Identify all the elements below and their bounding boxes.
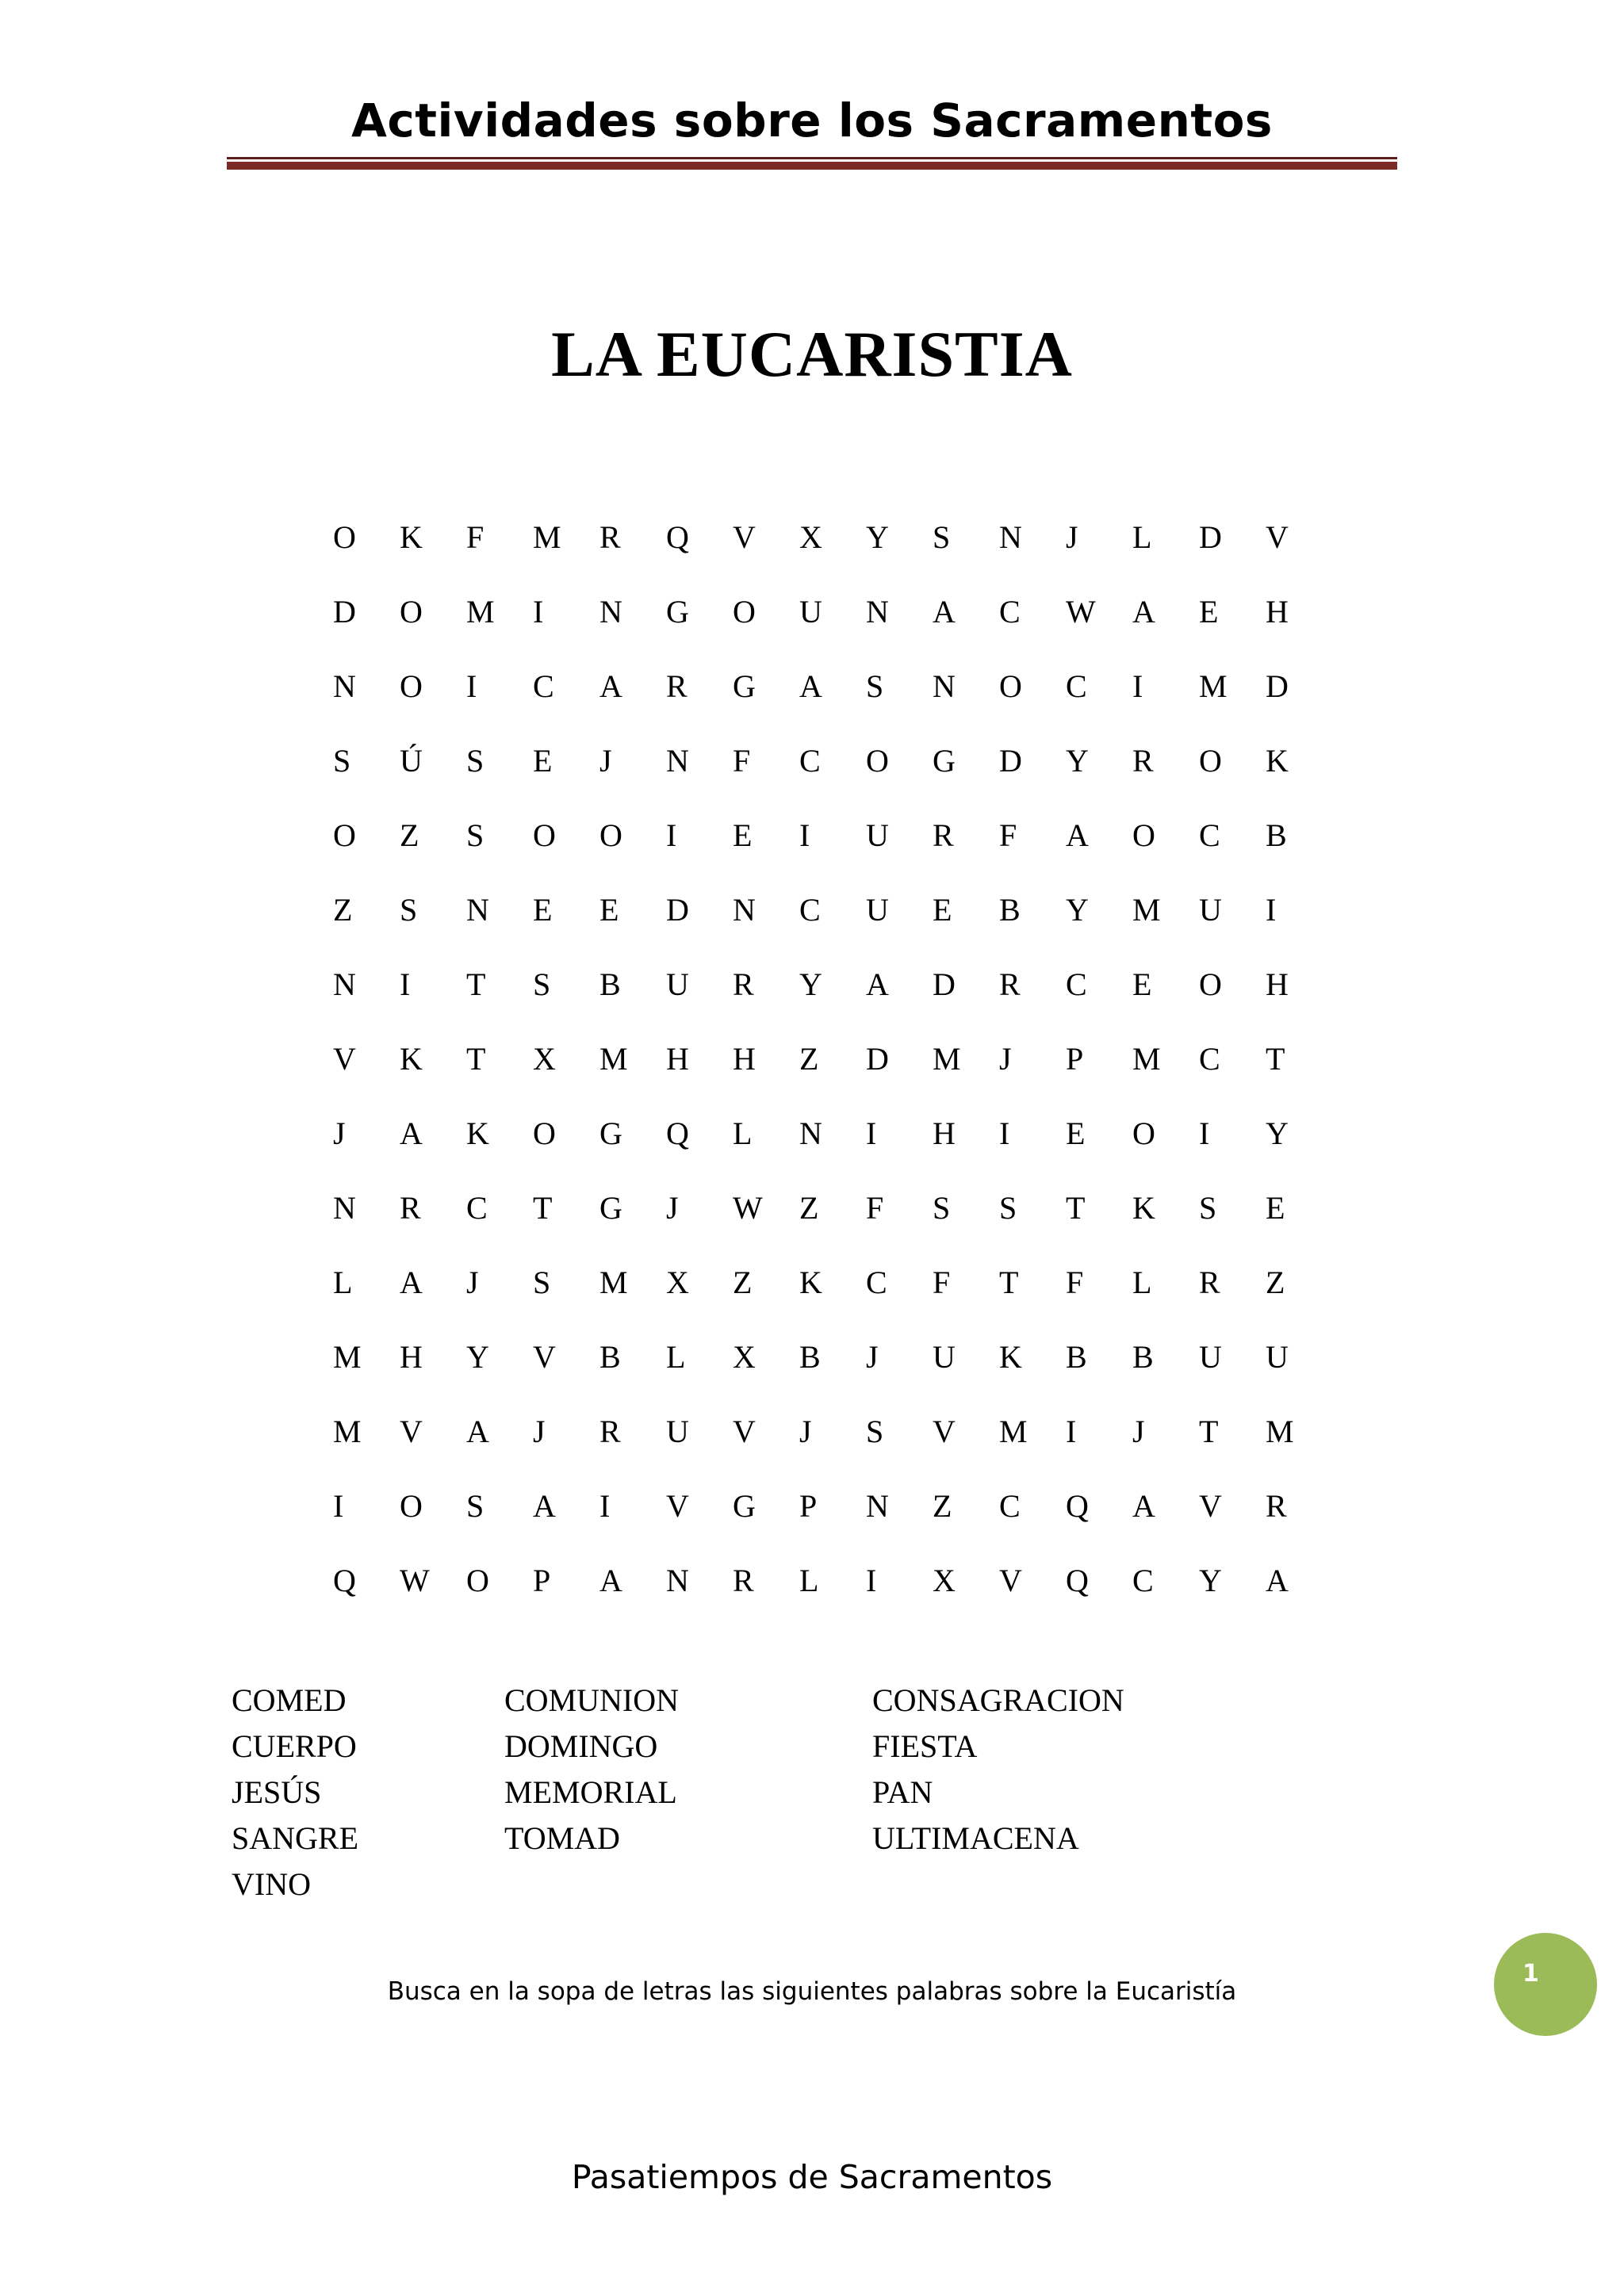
grid-letter: V — [400, 1413, 423, 1449]
grid-letter: I — [400, 966, 411, 1002]
grid-letter: Y — [466, 1338, 489, 1375]
grid-letter: Z — [799, 1040, 819, 1077]
word-list-item: JESÚS — [232, 1774, 322, 1810]
grid-letter: A — [599, 1562, 622, 1598]
grid-letter: S — [999, 1189, 1017, 1226]
grid-letter: N — [999, 519, 1022, 555]
grid-letter: G — [666, 593, 689, 629]
grid-letter: M — [533, 519, 561, 555]
grid-letter: R — [1132, 742, 1154, 779]
grid-letter: A — [533, 1487, 556, 1524]
grid-letter: T — [999, 1264, 1019, 1300]
grid-letter: N — [466, 891, 489, 928]
grid-letter: C — [799, 742, 821, 779]
grid-letter: E — [533, 891, 553, 928]
grid-letter: Q — [1066, 1562, 1089, 1598]
page-number-badge — [1494, 1933, 1597, 2036]
grid-letter: U — [866, 817, 889, 853]
grid-letter: M — [599, 1040, 628, 1077]
grid-letter: V — [733, 1413, 756, 1449]
page-title: LA EUCARISTIA — [551, 318, 1073, 390]
grid-letter: Y — [1066, 742, 1089, 779]
grid-row — [333, 872, 1332, 947]
grid-letter: O — [466, 1562, 489, 1598]
grid-letter: M — [333, 1413, 362, 1449]
grid-letter: B — [1066, 1338, 1087, 1375]
grid-letter: S — [866, 668, 884, 704]
grid-letter: L — [799, 1562, 819, 1598]
word-list-item: DOMINGO — [504, 1728, 658, 1764]
grid-letter: S — [466, 1487, 485, 1524]
grid-letter: T — [466, 1040, 486, 1077]
grid-letter: J — [1132, 1413, 1145, 1449]
grid-letter: F — [999, 817, 1017, 853]
grid-letter: M — [1199, 668, 1228, 704]
grid-letter: N — [866, 593, 889, 629]
grid-letter: S — [533, 966, 551, 1002]
grid-letter: Y — [1266, 1115, 1289, 1151]
grid-letter: R — [1199, 1264, 1220, 1300]
grid-letter: M — [933, 1040, 961, 1077]
grid-letter: D — [1199, 519, 1222, 555]
grid-letter: D — [866, 1040, 889, 1077]
grid-letter: Y — [1199, 1562, 1222, 1598]
grid-letter: J — [999, 1040, 1012, 1077]
grid-letter: B — [599, 966, 621, 1002]
grid-letter: E — [533, 742, 553, 779]
grid-letter: Q — [1066, 1487, 1089, 1524]
grid-letter: M — [1266, 1413, 1294, 1449]
grid-letter: B — [1132, 1338, 1154, 1375]
grid-letter: Z — [1266, 1264, 1285, 1300]
grid-letter: U — [1266, 1338, 1289, 1375]
grid-letter: J — [533, 1413, 546, 1449]
grid-letter: I — [666, 817, 677, 853]
grid-letter: U — [799, 593, 822, 629]
grid-letter: H — [1266, 966, 1289, 1002]
word-list-item: COMED — [232, 1682, 347, 1718]
grid-letter: Y — [866, 519, 889, 555]
word-list-item: CONSAGRACION — [872, 1682, 1124, 1718]
grid-letter: S — [866, 1413, 884, 1449]
grid-letter: M — [466, 593, 495, 629]
word-list-item: MEMORIAL — [504, 1774, 677, 1810]
grid-letter: O — [866, 742, 889, 779]
grid-letter: V — [1266, 519, 1289, 555]
grid-letter: C — [866, 1264, 887, 1300]
grid-letter: O — [1132, 1115, 1155, 1151]
grid-letter: D — [333, 593, 356, 629]
grid-letter: X — [533, 1040, 556, 1077]
grid-letter: R — [733, 966, 754, 1002]
grid-letter: S — [533, 1264, 551, 1300]
grid-letter: R — [1266, 1487, 1287, 1524]
grid-letter: P — [533, 1562, 551, 1598]
grid-letter: T — [1066, 1189, 1086, 1226]
grid-letter: X — [733, 1338, 756, 1375]
grid-letter: L — [333, 1264, 353, 1300]
grid-letter: Y — [1066, 891, 1089, 928]
grid-letter: I — [1266, 891, 1277, 928]
grid-letter: O — [1132, 817, 1155, 853]
grid-letter: B — [999, 891, 1021, 928]
grid-letter: I — [1066, 1413, 1077, 1449]
grid-letter: L — [666, 1338, 686, 1375]
grid-letter: T — [1266, 1040, 1285, 1077]
grid-letter: A — [1132, 1487, 1155, 1524]
grid-letter: R — [933, 817, 954, 853]
grid-letter: W — [1066, 593, 1096, 629]
grid-letter: A — [400, 1264, 423, 1300]
grid-letter: P — [1066, 1040, 1084, 1077]
grid-letter: G — [733, 1487, 756, 1524]
grid-letter: R — [400, 1189, 421, 1226]
word-list-item — [872, 1862, 1189, 1908]
grid-letter: O — [333, 519, 356, 555]
grid-letter: I — [799, 817, 810, 853]
grid-row — [333, 1394, 1332, 1468]
grid-letter: O — [999, 668, 1022, 704]
grid-letter: O — [333, 817, 356, 853]
grid-letter: C — [1066, 966, 1087, 1002]
grid-letter: F — [933, 1264, 951, 1300]
grid-letter: W — [733, 1189, 763, 1226]
grid-letter: I — [866, 1562, 877, 1598]
word-list-item: COMUNION — [504, 1682, 679, 1718]
grid-letter: K — [799, 1264, 822, 1300]
grid-row — [333, 1170, 1332, 1245]
grid-letter: H — [666, 1040, 689, 1077]
grid-letter: U — [666, 966, 689, 1002]
word-list-item: SANGRE — [232, 1820, 359, 1856]
grid-letter: K — [999, 1338, 1022, 1375]
grid-letter: J — [599, 742, 612, 779]
grid-letter: C — [1132, 1562, 1154, 1598]
grid-letter: O — [400, 1487, 423, 1524]
grid-letter: S — [466, 817, 485, 853]
grid-letter: V — [999, 1562, 1022, 1598]
header-title: Actividades sobre los Sacramentos — [351, 94, 1273, 147]
grid-row — [333, 1021, 1332, 1096]
grid-letter: K — [400, 1040, 423, 1077]
grid-letter: F — [466, 519, 485, 555]
grid-letter: L — [733, 1115, 753, 1151]
grid-letter: A — [1132, 593, 1155, 629]
grid-letter: N — [599, 593, 622, 629]
grid-letter: N — [866, 1487, 889, 1524]
grid-letter: H — [400, 1338, 423, 1375]
grid-letter: I — [333, 1487, 344, 1524]
grid-letter: C — [533, 668, 554, 704]
grid-letter: Q — [333, 1562, 356, 1598]
grid-letter: G — [599, 1189, 622, 1226]
grid-letter: C — [1066, 668, 1087, 704]
grid-letter: X — [666, 1264, 689, 1300]
grid-letter: G — [933, 742, 956, 779]
grid-letter: M — [1132, 1040, 1161, 1077]
grid-letter: O — [599, 817, 622, 853]
grid-letter: T — [1199, 1413, 1219, 1449]
grid-letter: O — [400, 593, 423, 629]
word-list-item — [504, 1862, 872, 1908]
grid-letter: O — [533, 817, 556, 853]
grid-letter: S — [1199, 1189, 1217, 1226]
grid-letter: T — [466, 966, 486, 1002]
grid-letter: D — [666, 891, 689, 928]
grid-letter: F — [1066, 1264, 1084, 1300]
grid-letter: Z — [400, 817, 419, 853]
grid-letter: H — [933, 1115, 956, 1151]
instruction-text: Busca en la sopa de letras las siguientes palabras sobre la Eucaristía — [387, 1977, 1237, 2006]
grid-letter: K — [466, 1115, 489, 1151]
grid-letter: Z — [933, 1487, 952, 1524]
grid-letter: A — [1266, 1562, 1289, 1598]
grid-row — [333, 1096, 1332, 1170]
grid-letter: E — [933, 891, 952, 928]
grid-row — [333, 798, 1332, 872]
grid-letter: O — [1199, 742, 1222, 779]
grid-letter: S — [933, 1189, 951, 1226]
grid-letter: K — [1132, 1189, 1155, 1226]
grid-row — [333, 947, 1332, 1021]
grid-letter: O — [1199, 966, 1222, 1002]
grid-letter: E — [733, 817, 753, 853]
word-list-item: TOMAD — [504, 1820, 620, 1856]
page-number: 1 — [1522, 1960, 1539, 1988]
grid-letter: E — [1132, 966, 1152, 1002]
grid-letter: M — [999, 1413, 1028, 1449]
grid-letter: W — [400, 1562, 430, 1598]
grid-letter: A — [866, 966, 889, 1002]
grid-letter: M — [1132, 891, 1161, 928]
word-list — [232, 1678, 1342, 1908]
header-rule-thin — [227, 157, 1397, 159]
grid-letter: N — [333, 1189, 356, 1226]
grid-letter: A — [599, 668, 622, 704]
grid-letter: Z — [799, 1189, 819, 1226]
grid-letter: X — [933, 1562, 956, 1598]
grid-letter: U — [866, 891, 889, 928]
grid-letter: V — [733, 519, 756, 555]
grid-letter: V — [933, 1413, 956, 1449]
grid-letter: N — [333, 966, 356, 1002]
grid-row — [333, 1245, 1332, 1319]
grid-letter: K — [1266, 742, 1289, 779]
grid-letter: V — [666, 1487, 689, 1524]
grid-letter: E — [1066, 1115, 1086, 1151]
grid-letter: U — [666, 1413, 689, 1449]
grid-letter: D — [933, 966, 956, 1002]
grid-letter: K — [400, 519, 423, 555]
grid-letter: P — [799, 1487, 818, 1524]
footer-text: Pasatiempos de Sacramentos — [571, 2158, 1053, 2196]
grid-letter: T — [533, 1189, 553, 1226]
grid-letter: J — [866, 1338, 879, 1375]
grid-letter: I — [599, 1487, 611, 1524]
grid-letter: C — [1199, 1040, 1220, 1077]
grid-letter: G — [599, 1115, 622, 1151]
grid-letter: B — [1266, 817, 1287, 853]
grid-letter: N — [733, 891, 756, 928]
grid-letter: J — [466, 1264, 479, 1300]
grid-letter: S — [466, 742, 485, 779]
grid-letter: R — [599, 1413, 621, 1449]
grid-letter: A — [933, 593, 956, 629]
grid-letter: J — [799, 1413, 812, 1449]
grid-row — [333, 1319, 1332, 1394]
grid-letter: Ú — [400, 742, 423, 779]
grid-letter: M — [599, 1264, 628, 1300]
grid-letter: O — [533, 1115, 556, 1151]
grid-letter: I — [533, 593, 544, 629]
grid-letter: R — [599, 519, 621, 555]
grid-letter: H — [733, 1040, 756, 1077]
grid-letter: C — [999, 1487, 1021, 1524]
grid-letter: C — [1199, 817, 1220, 853]
grid-letter: Q — [666, 519, 689, 555]
grid-letter: O — [733, 593, 756, 629]
grid-letter: D — [999, 742, 1022, 779]
grid-letter: N — [666, 742, 689, 779]
grid-row — [333, 1468, 1332, 1543]
grid-letter: M — [333, 1338, 362, 1375]
grid-letter: R — [999, 966, 1021, 1002]
grid-row — [333, 574, 1332, 649]
grid-letter: V — [1199, 1487, 1222, 1524]
grid-letter: C — [999, 593, 1021, 629]
grid-letter: G — [733, 668, 756, 704]
grid-letter: U — [1199, 891, 1222, 928]
grid-letter: N — [933, 668, 956, 704]
grid-letter: J — [666, 1189, 679, 1226]
grid-letter: L — [1132, 1264, 1152, 1300]
grid-letter: F — [866, 1189, 884, 1226]
word-list-item: ULTIMACENA — [872, 1820, 1079, 1856]
grid-letter: Z — [333, 891, 353, 928]
grid-letter: C — [466, 1189, 488, 1226]
grid-letter: Q — [666, 1115, 689, 1151]
grid-letter: D — [1266, 668, 1289, 704]
grid-letter: R — [733, 1562, 754, 1598]
grid-letter: I — [466, 668, 477, 704]
grid-row — [333, 649, 1332, 723]
grid-letter: V — [533, 1338, 556, 1375]
grid-letter: E — [1199, 593, 1219, 629]
grid-letter: E — [599, 891, 619, 928]
word-list-item: VINO — [232, 1866, 311, 1902]
grid-letter: R — [666, 668, 688, 704]
grid-letter: J — [333, 1115, 346, 1151]
grid-letter: I — [866, 1115, 877, 1151]
grid-letter: F — [733, 742, 751, 779]
grid-letter: A — [400, 1115, 423, 1151]
grid-letter: A — [799, 668, 822, 704]
grid-letter: U — [1199, 1338, 1222, 1375]
grid-letter: B — [599, 1338, 621, 1375]
grid-letter: X — [799, 519, 822, 555]
grid-letter: U — [933, 1338, 956, 1375]
grid-letter: N — [333, 668, 356, 704]
grid-letter: E — [1266, 1189, 1285, 1226]
grid-letter: J — [1066, 519, 1078, 555]
word-list-item: PAN — [872, 1774, 933, 1810]
grid-letter: Z — [733, 1264, 753, 1300]
word-list-item: FIESTA — [872, 1728, 978, 1764]
grid-letter: I — [1132, 668, 1143, 704]
grid-letter: H — [1266, 593, 1289, 629]
grid-letter: B — [799, 1338, 821, 1375]
grid-letter: A — [1066, 817, 1089, 853]
grid-row — [333, 723, 1332, 798]
header-rule-thick — [227, 162, 1397, 170]
grid-letter: N — [666, 1562, 689, 1598]
grid-row — [333, 1543, 1332, 1617]
grid-letter: C — [799, 891, 821, 928]
word-list-item: CUERPO — [232, 1728, 357, 1764]
grid-letter: S — [933, 519, 951, 555]
grid-letter: I — [1199, 1115, 1210, 1151]
grid-letter: S — [333, 742, 351, 779]
grid-row — [333, 499, 1332, 574]
grid-letter: S — [400, 891, 418, 928]
grid-letter: Y — [799, 966, 822, 1002]
grid-letter: N — [799, 1115, 822, 1151]
grid-letter: A — [466, 1413, 489, 1449]
grid-letter: V — [333, 1040, 356, 1077]
grid-letter: O — [400, 668, 423, 704]
grid-letter: L — [1132, 519, 1152, 555]
word-search-grid — [333, 499, 1332, 1617]
grid-letter: I — [999, 1115, 1010, 1151]
